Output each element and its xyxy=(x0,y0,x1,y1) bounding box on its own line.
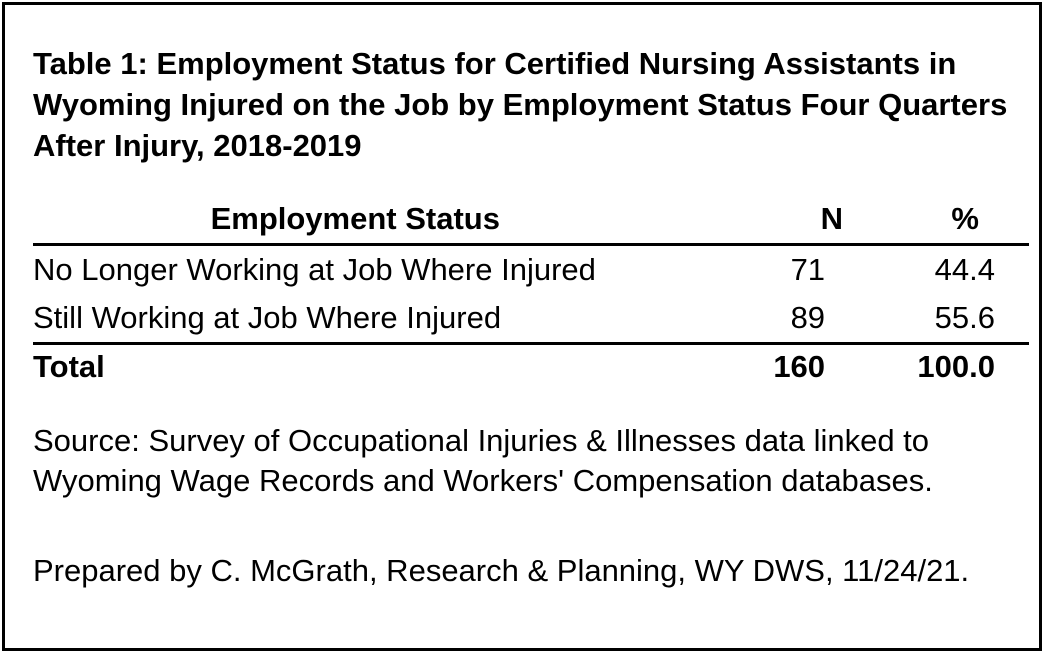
table-row xyxy=(33,245,1029,295)
row-status: Still Working at Job Where Injured xyxy=(33,300,502,335)
row-n: 71 xyxy=(790,252,826,287)
row-n: 89 xyxy=(790,300,826,335)
table-row xyxy=(33,294,1029,344)
table-frame xyxy=(2,2,1042,651)
row-percent: 44.4 xyxy=(934,252,995,287)
row-status: No Longer Working at Job Where Injured xyxy=(33,252,596,287)
header-percent: % xyxy=(853,195,1029,245)
row-percent: 55.6 xyxy=(934,300,995,335)
total-label: Total xyxy=(33,344,722,392)
source-note: Source: Survey of Occupational Injuries & Illnesses data linked to Wyoming Wage Records and Workers' Compensation databases. xyxy=(33,423,933,498)
total-percent: 100.0 xyxy=(853,344,1029,392)
prepared-by-note: Prepared by C. McGrath, Research & Planning, WY DWS, 11/24/21. xyxy=(33,553,970,588)
header-employment-status: Employment Status xyxy=(33,195,722,245)
table-title: Table 1: Employment Status for Certified Nursing Assistants in Wyoming Injured on the Job by Employment Status Four Quarters After Injury, 2018-2019 xyxy=(33,46,1008,163)
table-header-row xyxy=(33,195,1029,245)
total-n: 160 xyxy=(722,344,854,392)
header-n: N xyxy=(722,195,854,245)
employment-status-table xyxy=(33,195,1029,391)
total-row xyxy=(33,344,1029,392)
